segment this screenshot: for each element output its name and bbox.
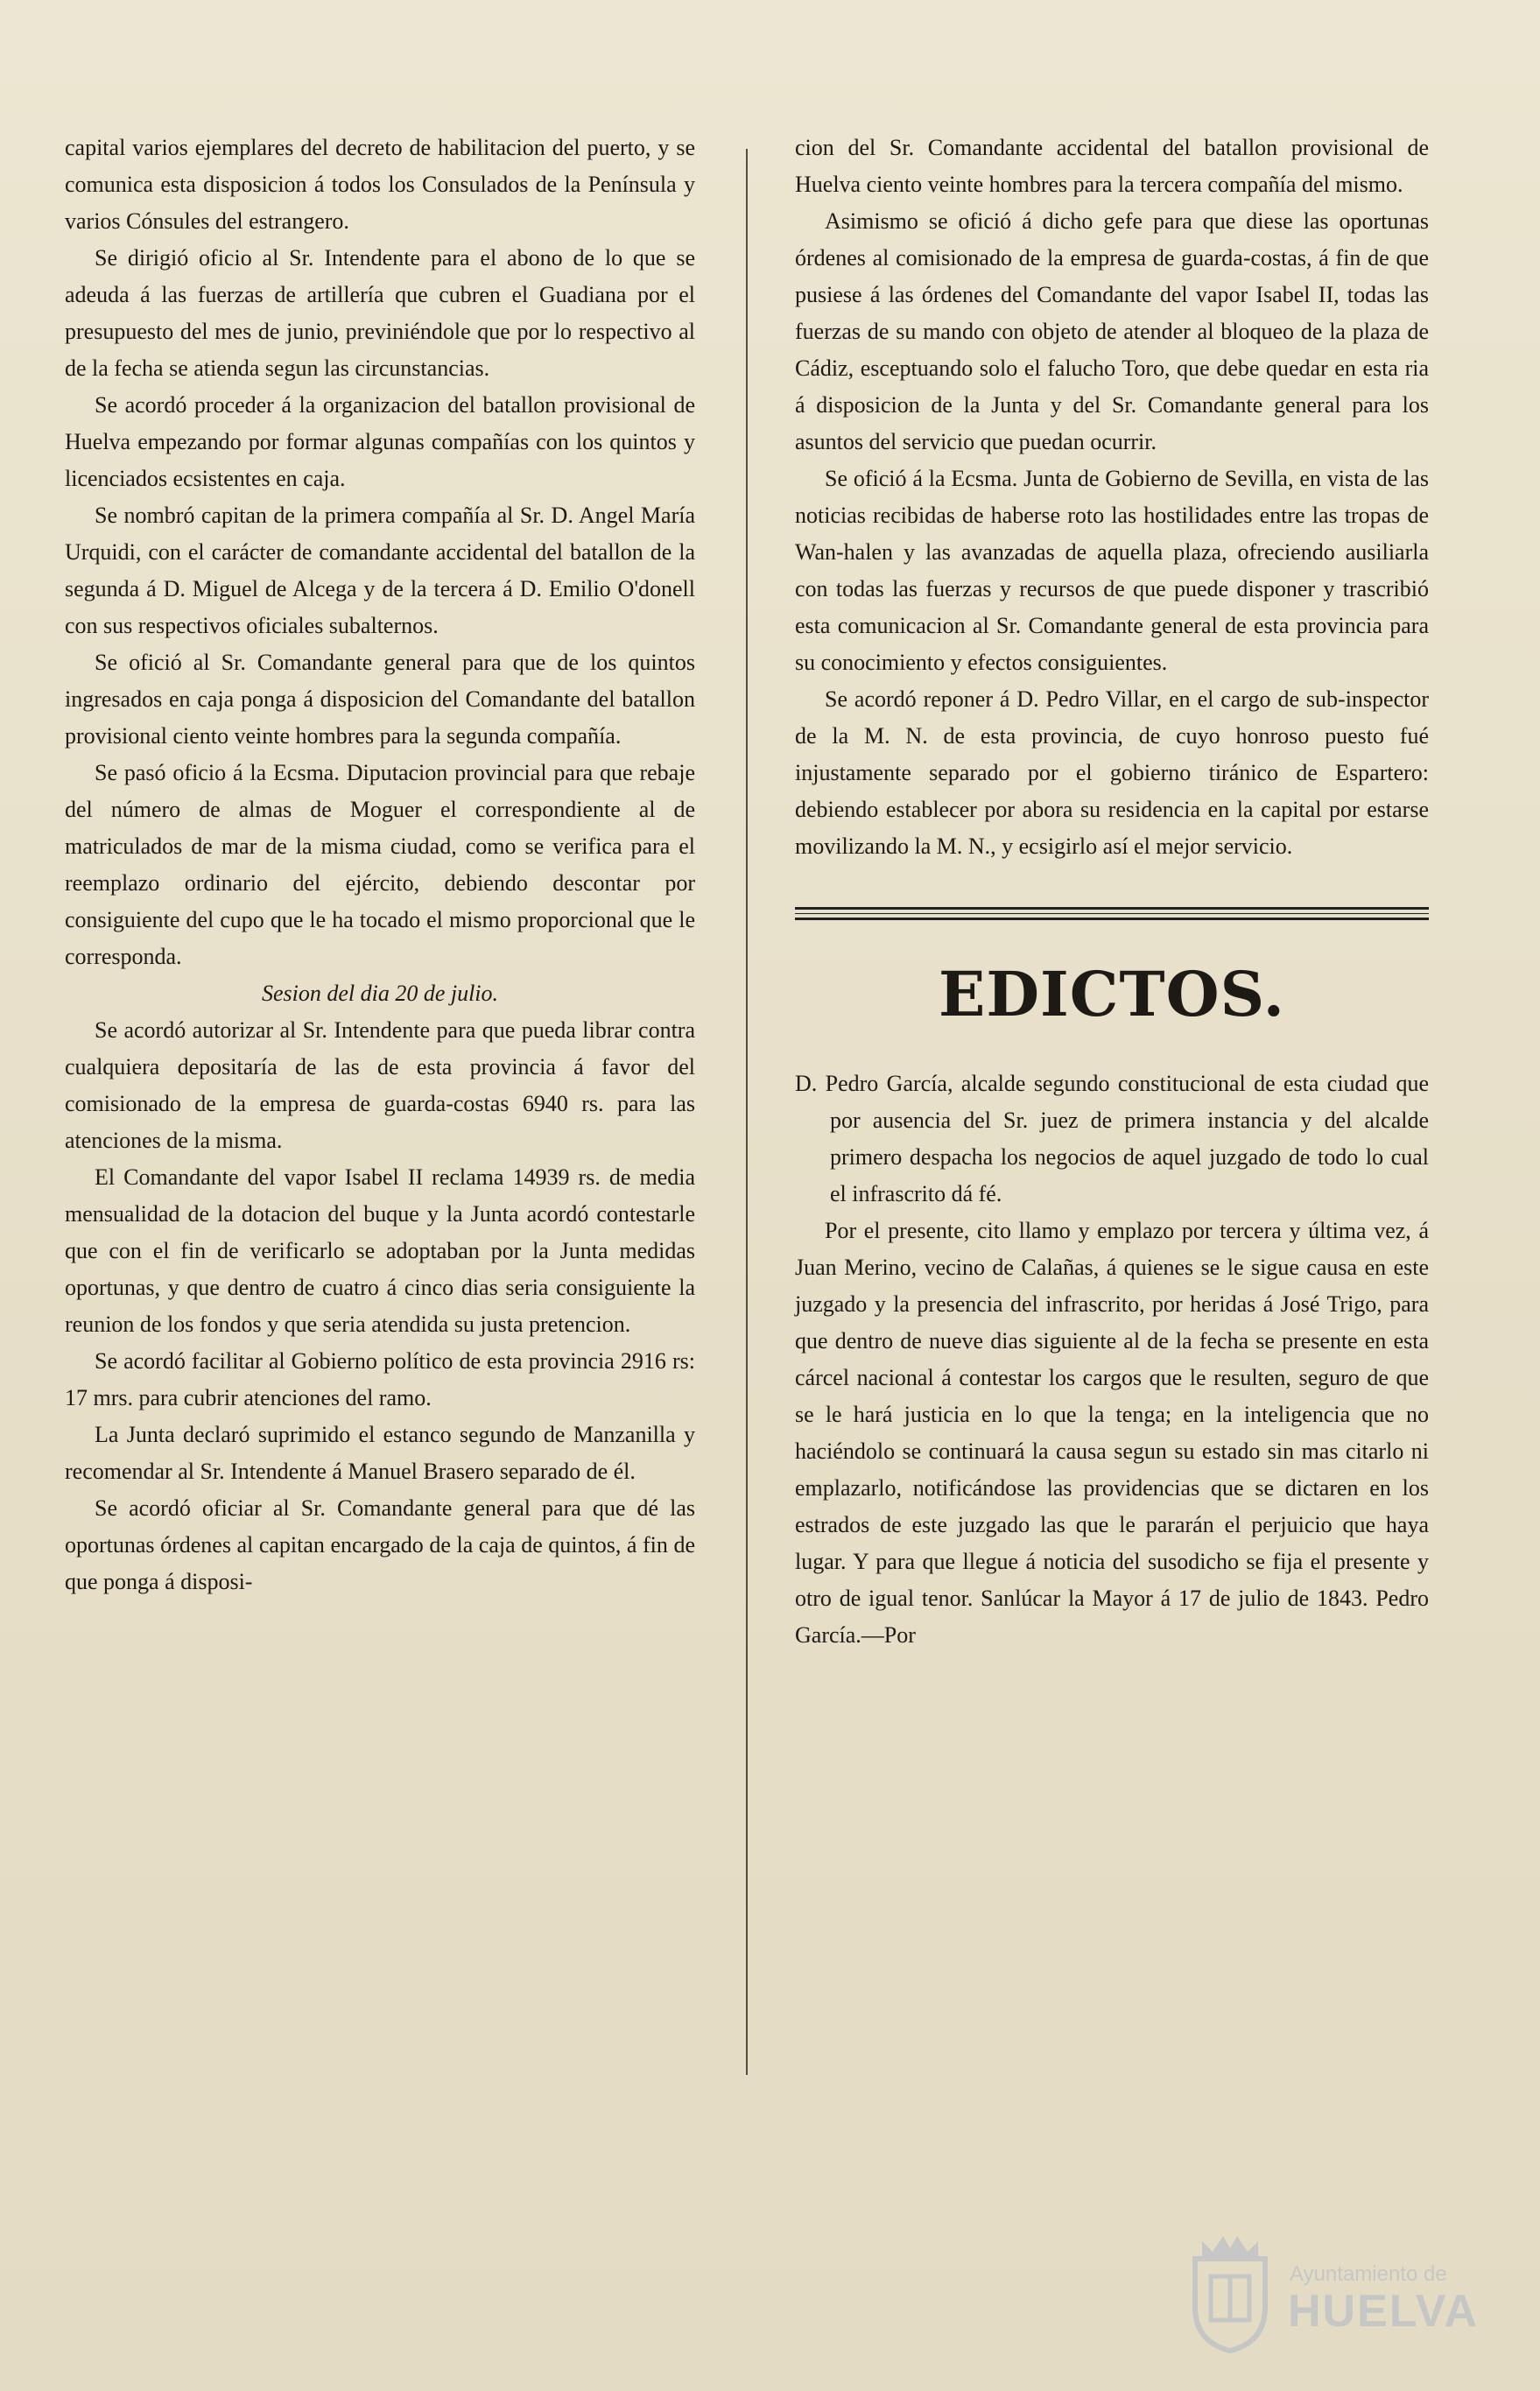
paragraph: Se acordó proceder á la organizacion del batallon provisional de Huelva empezando por formar algunas compañías con los quintos y licenciados ecsistentes en caja. <box>65 392 695 491</box>
paragraph: Asimismo se ofició á dicho gefe para que diese las oportunas órdenes al comisionado de la empresa de guarda-costas, á fin de que pusiese á las órdenes del Comandante del vapor Isabel II, todas las fuerzas de su mando con objeto de atender al bloqueo de la plaza de Cádiz, esceptuando solo el falucho Toro, que debe quedar en esta ria á disposicion de la Junta y del Sr. Comandante general para los asuntos del servicio que puedan ocurrir. <box>795 208 1429 454</box>
paragraph: cion del Sr. Comandante accidental del batallon provisional de Huelva ciento veinte hombres para la tercera compañía del mismo. <box>795 135 1429 197</box>
rule-line <box>795 913 1429 914</box>
rule-line <box>795 907 1429 910</box>
edict-header <box>795 1065 1429 1213</box>
watermark-line1: Ayuntamiento de <box>1290 2262 1447 2286</box>
paragraph: Se acordó autorizar al Sr. Intendente para que pueda librar contra cualquiera depositaría de las de esta provincia á favor del comisionado de la empresa de guarda-costas 6940 rs. para las atenciones de la misma. <box>65 1017 695 1153</box>
paragraph: Se acordó facilitar al Gobierno político de esta provincia 2916 rs: 17 mrs. para cubrir atenciones del ramo. <box>65 1348 695 1410</box>
session-title: Sesion del dia 20 de julio. <box>261 981 499 1006</box>
paragraph: La Junta declaró suprimido el estanco segundo de Manzanilla y recomendar al Sr. Intendente á Manuel Brasero separado de él. <box>65 1422 695 1484</box>
paragraph: Se dirigió oficio al Sr. Intendente para el abono de lo que se adeuda á las fuerzas de artillería que cubren el Guadiana por el presupuesto del mes de junio, previniéndole que por lo respectivo al de la fecha se atienda segun las circunstancias. <box>65 245 695 381</box>
section-rule <box>795 907 1429 920</box>
edict-body: Por el presente, cito llamo y emplazo por tercera y última vez, á Juan Merino, vecino de Calañas, á quienes se le sigue causa en este juzgado y la presencia del infrascrito, por heridas á José Trigo, para que dentro de nueve dias siguiente al de la fecha se presente en esta cárcel nacional á contestar los cargos que le resulten, seguro de que se le hará justicia en lo que la tenga; en la inteligencia que no haciéndolo se continuará la causa segun su estado sin mas citarlo ni emplazarlo, notificándose las providencias que se dictaren en los estrados de este juzgado las que le pararán el perjuicio que haya lugar. Y para que llegue á noticia del susodicho se fija el presente y otro de igual tenor. Sanlúcar la Mayor á 17 de julio de 1843. Pedro García.—Por <box>795 1218 1429 1648</box>
paragraph: capital varios ejemplares del decreto de habilitacion del puerto, y se comunica esta disposicion á todos los Consulados de la Península y varios Cónsules del estrangero. <box>65 135 695 234</box>
column-divider <box>746 149 748 2075</box>
paragraph: El Comandante del vapor Isabel II reclama 14939 rs. de media mensualidad de la dotacion del buque y la Junta acordó contestarle que con el fin de verificarlo se adoptaban por la Junta medidas oportunas, y que dentro de cuatro á cinco dias seria consiguiente la reunion de los fondos y que seria atendida su justa pretencion. <box>65 1164 695 1337</box>
watermark-line2: HUELVA <box>1288 2286 1480 2337</box>
paragraph: Se ofició á la Ecsma. Junta de Gobierno de Sevilla, en vista de las noticias recibidas de haberse roto las hostilidades entre las tropas de Wan-halen y las avanzadas de aquella plaza, ofreciendo ausiliarla con todas las fuerzas y recursos de que puede disponer y trascribió esta comunicacion al Sr. Comandante general de esta provincia para su conocimiento y efectos consiguientes. <box>795 466 1429 675</box>
paragraph: Se acordó reponer á D. Pedro Villar, en el cargo de sub-inspector de la M. N. de esta provincia, de cuyo honroso puesto fué injustamente separado por el gobierno tiránico de Espartero: debiendo establecer por abora su residencia en la capital por estarse movilizando la M. N., y ecsigirlo así el mejor servicio. <box>795 686 1429 859</box>
right-column <box>795 130 1429 1654</box>
paragraph: Se nombró capitan de la primera compañía al Sr. D. Angel María Urquidi, con el carácter de comandante accidental del batallon de la segunda á D. Miguel de Alcega y de la tercera á D. Emilio O'donell con sus respectivos oficiales subalternos. <box>65 503 695 638</box>
paragraph: Se pasó oficio á la Ecsma. Diputacion provincial para que rebaje del número de almas de Moguer el correspondiente al de matriculados de mar de la misma ciudad, como se verifica para el reemplazo ordinario del ejército, debiendo descontar por consiguiente del cupo que le ha tocado el mismo proporcional que le corresponda. <box>65 760 695 969</box>
edict-header-text: D. Pedro García, alcalde segundo constitucional de esta ciudad que por ausencia del Sr. juez de primera instancia y del alcalde primero despacha los negocios de aquel juzgado de todo lo cual el infrascrito dá fé. <box>795 1071 1429 1206</box>
archive-watermark <box>1178 2224 1493 2355</box>
paragraph: Se ofició al Sr. Comandante general para que de los quintos ingresados en caja ponga á disposicion del Comandante del batallon provisional ciento veinte hombres para la segunda compañía. <box>65 650 695 749</box>
paragraph: Se acordó oficiar al Sr. Comandante general para que dé las oportunas órdenes al capitan encargado de la caja de quintos, á fin de que ponga á disposi- <box>65 1495 695 1594</box>
left-column <box>65 130 695 1600</box>
rule-line <box>795 918 1429 920</box>
section-heading: EDICTOS. <box>938 958 1285 1030</box>
coat-of-arms-icon <box>1178 2224 1283 2355</box>
